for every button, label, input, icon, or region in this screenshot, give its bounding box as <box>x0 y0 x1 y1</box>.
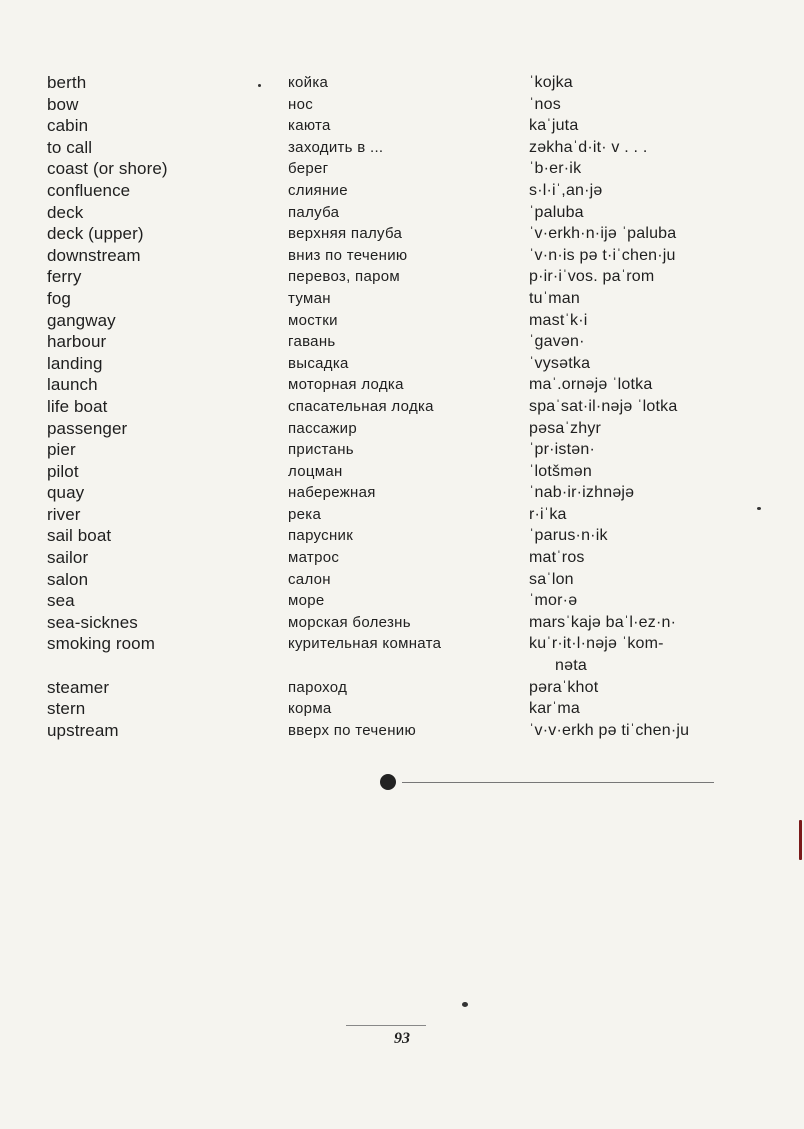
ink-speck <box>757 507 761 510</box>
vocab-row <box>47 72 747 94</box>
bullet-mark <box>380 774 396 790</box>
transliteration <box>529 439 595 461</box>
vocab-row <box>47 353 747 375</box>
vocab-row <box>47 612 747 634</box>
transliteration <box>529 461 592 483</box>
transliteration <box>529 698 580 720</box>
transliteration-continuation: nəta <box>555 657 587 675</box>
section-divider <box>380 774 720 790</box>
vocab-row <box>47 288 747 310</box>
vocab-row <box>47 223 747 245</box>
vocab-row <box>47 633 747 676</box>
vocab-row <box>47 94 747 116</box>
transliteration <box>529 180 603 202</box>
english-term: gangway <box>47 310 116 330</box>
transliteration <box>529 137 648 159</box>
transliteration-line: r·iˈka <box>529 505 567 523</box>
english-term: quay <box>47 483 85 503</box>
ink-speck <box>799 820 802 860</box>
transliteration <box>529 310 587 332</box>
vocab-row <box>47 720 747 742</box>
russian-term: матрос <box>288 549 340 567</box>
russian-term: перевоз, паром <box>288 268 400 286</box>
transliteration <box>529 158 581 180</box>
english-term: pilot <box>47 461 79 481</box>
vocab-row <box>47 418 747 440</box>
english-term: deck <box>47 202 84 222</box>
english-term: sailor <box>47 548 89 568</box>
vocab-row <box>47 439 747 461</box>
russian-term: пристань <box>288 441 354 459</box>
russian-term: спасательная лодка <box>288 397 434 415</box>
english-term: salon <box>47 569 89 589</box>
transliteration-line: karˈma <box>529 700 580 718</box>
transliteration <box>529 331 585 353</box>
russian-term: верхняя палуба <box>288 225 403 243</box>
vocab-row <box>47 331 747 353</box>
russian-term: набережная <box>288 484 376 502</box>
divider-rule <box>402 782 714 783</box>
transliteration <box>529 223 676 245</box>
english-term: harbour <box>47 332 107 352</box>
transliteration <box>529 504 567 526</box>
transliteration-line: ˈv·erkh·n·ijə ˈpaluba <box>529 225 677 243</box>
english-term: steamer <box>47 677 110 697</box>
transliteration-line: ˈv·n·is pə t·iˈchen·ju <box>529 246 676 264</box>
transliteration-line: s·l·iˈ,an·jə <box>529 181 603 199</box>
english-term: bow <box>47 94 79 114</box>
vocab-row <box>47 547 747 569</box>
english-term: landing <box>47 353 103 373</box>
transliteration-line: p·ir·iˈvos. paˈrom <box>529 268 655 286</box>
transliteration-line: maˈ.ornəjə ˈlotka <box>529 376 653 394</box>
russian-term: корма <box>288 700 332 718</box>
transliteration <box>529 547 585 569</box>
russian-term: туман <box>288 289 331 307</box>
transliteration-line: ˈmor·ə <box>529 592 578 610</box>
transliteration-line: mastˈk·i <box>529 311 588 329</box>
english-term: passenger <box>47 418 128 438</box>
vocab-row <box>47 590 747 612</box>
vocab-row <box>47 202 747 224</box>
transliteration-line: kuˈr·it·l·nəjə ˈkom- <box>529 635 664 653</box>
transliteration <box>529 482 634 504</box>
russian-term: курительная комната <box>288 635 442 653</box>
english-term: river <box>47 504 81 524</box>
transliteration-line: ˈb·er·ik <box>529 160 582 178</box>
transliteration <box>529 525 608 547</box>
russian-term: лоцман <box>288 462 343 480</box>
transliteration-line: tuˈman <box>529 289 580 307</box>
transliteration <box>529 94 561 116</box>
page-number-rule <box>346 1025 426 1026</box>
transliteration <box>529 677 598 699</box>
transliteration-line: pəsaˈzhyr <box>529 419 602 437</box>
russian-term: пароход <box>288 678 348 696</box>
transliteration <box>529 374 652 396</box>
english-term: stern <box>47 699 86 719</box>
english-term: fog <box>47 288 71 308</box>
vocab-row <box>47 137 747 159</box>
transliteration <box>529 115 578 137</box>
transliteration-line: ˈnos <box>529 95 561 113</box>
english-term: sail boat <box>47 526 112 546</box>
transliteration-line: ˈkojka <box>529 74 573 91</box>
transliteration <box>529 633 664 676</box>
russian-term: салон <box>288 570 331 588</box>
vocab-row <box>47 525 747 547</box>
english-term: smoking room <box>47 634 155 654</box>
vocab-row <box>47 677 747 699</box>
english-term: sea-sicknes <box>47 612 138 632</box>
transliteration <box>529 569 574 591</box>
transliteration <box>529 590 577 612</box>
transliteration-line: ˈpr·istən· <box>529 441 596 459</box>
english-term: coast (or shore) <box>47 159 168 179</box>
transliteration-line: ˈparus·n·ik <box>529 527 608 545</box>
english-term: life boat <box>47 396 108 416</box>
russian-term: вниз по течению <box>288 246 408 264</box>
ink-speck <box>258 84 261 87</box>
russian-term: море <box>288 592 325 610</box>
russian-term: пассажир <box>288 419 357 437</box>
russian-term: койка <box>288 74 329 91</box>
russian-term: гавань <box>288 333 336 351</box>
vocab-row <box>47 245 747 267</box>
russian-term: мостки <box>288 311 338 329</box>
english-term: confluence <box>47 180 131 200</box>
english-term: sea <box>47 591 75 611</box>
vocab-row <box>47 115 747 137</box>
vocab-row <box>47 504 747 526</box>
transliteration <box>529 266 654 288</box>
transliteration-line: ˈvysətka <box>529 354 591 372</box>
russian-term: река <box>288 505 322 523</box>
russian-term: моторная лодка <box>288 376 404 394</box>
russian-term: берег <box>288 160 329 178</box>
english-term: downstream <box>47 245 141 265</box>
transliteration-line: saˈlon <box>529 570 574 588</box>
transliteration <box>529 288 580 310</box>
vocab-row <box>47 310 747 332</box>
vocab-row <box>47 482 747 504</box>
vocabulary-table <box>47 72 747 741</box>
russian-term: заходить в ... <box>288 138 384 156</box>
english-term: pier <box>47 440 76 460</box>
vocab-row <box>47 396 747 418</box>
russian-term: вверх по течению <box>288 721 417 739</box>
transliteration <box>529 418 601 440</box>
transliteration <box>529 396 677 418</box>
english-term: berth <box>47 73 87 92</box>
transliteration-line: zəkhaˈd·it· v . . . <box>529 138 648 156</box>
vocab-row <box>47 374 747 396</box>
transliteration <box>529 612 676 634</box>
english-term: launch <box>47 375 98 395</box>
ink-speck <box>462 1002 468 1007</box>
russian-term: каюта <box>288 117 331 135</box>
transliteration-line: ˈlotšmən <box>529 462 592 480</box>
vocab-row <box>47 569 747 591</box>
transliteration <box>529 245 676 267</box>
transliteration <box>529 72 573 94</box>
transliteration <box>529 202 584 224</box>
vocab-row <box>47 698 747 720</box>
vocab-row <box>47 180 747 202</box>
russian-term: морская болезнь <box>288 613 411 631</box>
vocab-row <box>47 461 747 483</box>
transliteration-line: ˈv·v·erkh pə tiˈchen·ju <box>529 721 690 739</box>
transliteration-line: ˈpaluba <box>529 203 584 221</box>
vocab-row <box>47 266 747 288</box>
transliteration-line: pəraˈkhot <box>529 678 599 696</box>
vocab-row <box>47 158 747 180</box>
english-term: upstream <box>47 720 119 740</box>
transliteration-line: marsˈkajə baˈl·ez·n· <box>529 613 677 631</box>
transliteration <box>529 720 689 742</box>
transliteration <box>529 353 590 375</box>
english-term: deck (upper) <box>47 224 144 244</box>
russian-term: парусник <box>288 527 354 545</box>
transliteration-line: kaˈjuta <box>529 117 579 135</box>
english-term: cabin <box>47 116 89 136</box>
english-term: to call <box>47 137 93 157</box>
russian-term: палуба <box>288 203 340 221</box>
english-term: ferry <box>47 267 82 287</box>
transliteration-line: matˈros <box>529 549 585 567</box>
russian-term: нос <box>288 95 314 113</box>
transliteration-line: ˈnab·ir·izhnəjə <box>529 484 635 502</box>
russian-term: слияние <box>288 181 348 199</box>
transliteration-line: spaˈsat·il·nəjə ˈlotka <box>529 397 678 415</box>
russian-term: высадка <box>288 354 349 372</box>
transliteration-line: ˈgavən· <box>529 333 585 351</box>
page-number: 93 <box>394 1030 410 1047</box>
